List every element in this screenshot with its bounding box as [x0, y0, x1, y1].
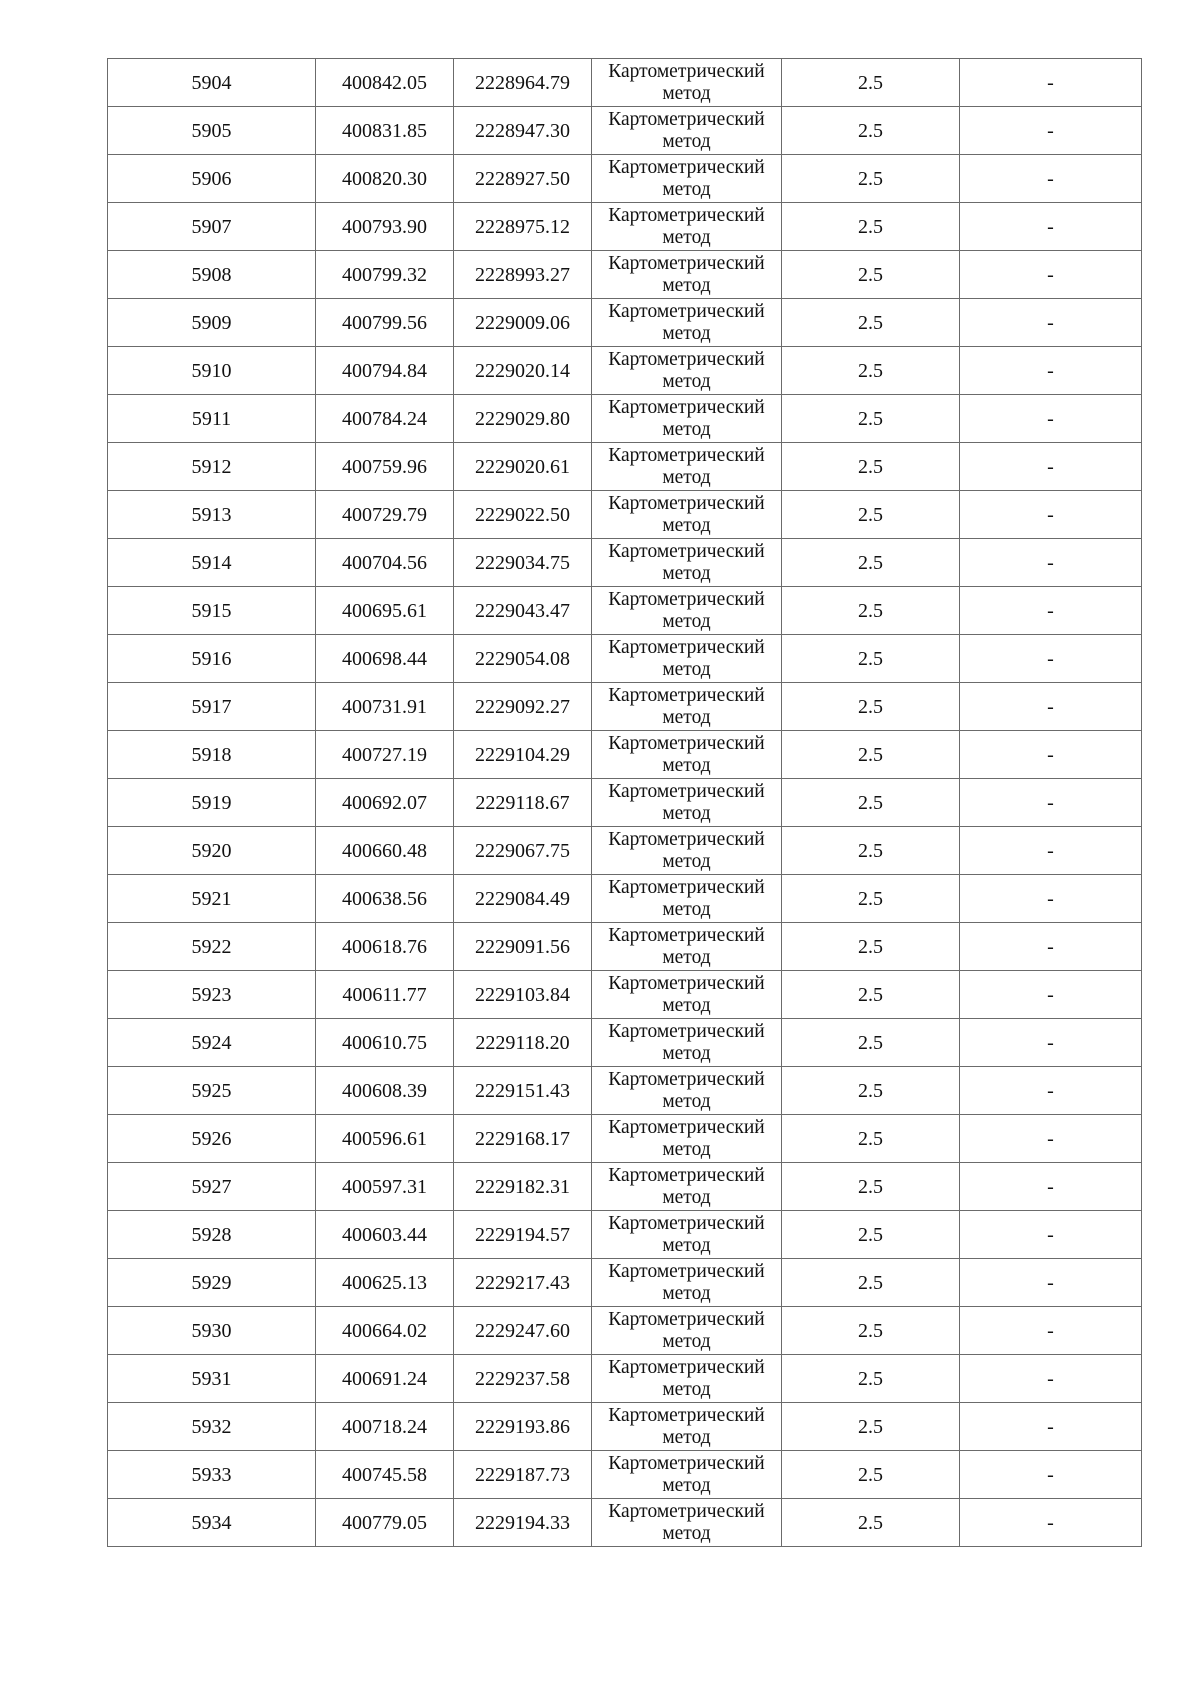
method-line-2: метод: [662, 467, 711, 488]
accuracy-cell: 2.5: [782, 59, 960, 107]
accuracy-cell: 2.5: [782, 971, 960, 1019]
y-coordinate-cell: 2228964.79: [454, 59, 592, 107]
method-line-1: Картометрический: [608, 1357, 765, 1378]
method-cell: [592, 635, 782, 683]
accuracy-cell: 2.5: [782, 683, 960, 731]
table-row: [108, 203, 1142, 251]
table-row: [108, 971, 1142, 1019]
accuracy-cell: 2.5: [782, 347, 960, 395]
accuracy-cell: 2.5: [782, 539, 960, 587]
note-cell: -: [960, 875, 1142, 923]
note-cell: -: [960, 251, 1142, 299]
method-line-1: Картометрический: [608, 925, 765, 946]
x-coordinate-cell: 400831.85: [316, 107, 454, 155]
table-row: [108, 1499, 1142, 1547]
method-line-1: Картометрический: [608, 541, 765, 562]
y-coordinate-cell: 2229194.57: [454, 1211, 592, 1259]
method-line-1: Картометрический: [608, 1453, 765, 1474]
coordinates-table: [107, 58, 1142, 1547]
table-row: [108, 683, 1142, 731]
table-row: [108, 251, 1142, 299]
table-row: [108, 1259, 1142, 1307]
y-coordinate-cell: 2229104.29: [454, 731, 592, 779]
accuracy-cell: 2.5: [782, 827, 960, 875]
method-line-1: Картометрический: [608, 253, 765, 274]
table-row: [108, 155, 1142, 203]
y-coordinate-cell: 2229020.14: [454, 347, 592, 395]
method-line-2: метод: [662, 1283, 711, 1304]
note-cell: -: [960, 683, 1142, 731]
x-coordinate-cell: 400691.24: [316, 1355, 454, 1403]
table-row: [108, 1451, 1142, 1499]
point-number-cell: 5929: [108, 1259, 316, 1307]
accuracy-cell: 2.5: [782, 635, 960, 683]
method-line-2: метод: [662, 563, 711, 584]
note-cell: -: [960, 923, 1142, 971]
method-line-1: Картометрический: [608, 1309, 765, 1330]
accuracy-cell: 2.5: [782, 155, 960, 203]
point-number-cell: 5926: [108, 1115, 316, 1163]
point-number-cell: 5916: [108, 635, 316, 683]
accuracy-cell: 2.5: [782, 1307, 960, 1355]
method-line-1: Картометрический: [608, 829, 765, 850]
x-coordinate-cell: 400597.31: [316, 1163, 454, 1211]
method-line-2: метод: [662, 1475, 711, 1496]
note-cell: -: [960, 107, 1142, 155]
point-number-cell: 5905: [108, 107, 316, 155]
x-coordinate-cell: 400625.13: [316, 1259, 454, 1307]
table-row: [108, 443, 1142, 491]
y-coordinate-cell: 2229084.49: [454, 875, 592, 923]
point-number-cell: 5923: [108, 971, 316, 1019]
point-number-cell: 5928: [108, 1211, 316, 1259]
point-number-cell: 5921: [108, 875, 316, 923]
accuracy-cell: 2.5: [782, 1355, 960, 1403]
note-cell: -: [960, 491, 1142, 539]
x-coordinate-cell: 400794.84: [316, 347, 454, 395]
x-coordinate-cell: 400698.44: [316, 635, 454, 683]
y-coordinate-cell: 2229151.43: [454, 1067, 592, 1115]
method-cell: [592, 155, 782, 203]
x-coordinate-cell: 400603.44: [316, 1211, 454, 1259]
note-cell: -: [960, 539, 1142, 587]
table-row: [108, 731, 1142, 779]
point-number-cell: 5918: [108, 731, 316, 779]
point-number-cell: 5931: [108, 1355, 316, 1403]
y-coordinate-cell: 2229168.17: [454, 1115, 592, 1163]
x-coordinate-cell: 400793.90: [316, 203, 454, 251]
x-coordinate-cell: 400608.39: [316, 1067, 454, 1115]
table-row: [108, 107, 1142, 155]
method-cell: [592, 299, 782, 347]
note-cell: -: [960, 779, 1142, 827]
method-cell: [592, 491, 782, 539]
accuracy-cell: 2.5: [782, 1115, 960, 1163]
x-coordinate-cell: 400820.30: [316, 155, 454, 203]
note-cell: -: [960, 1403, 1142, 1451]
coordinates-table-body: [108, 59, 1142, 1547]
y-coordinate-cell: 2229118.67: [454, 779, 592, 827]
note-cell: -: [960, 1019, 1142, 1067]
method-cell: [592, 1163, 782, 1211]
method-line-2: метод: [662, 1139, 711, 1160]
method-cell: [592, 875, 782, 923]
point-number-cell: 5934: [108, 1499, 316, 1547]
table-row: [108, 1067, 1142, 1115]
y-coordinate-cell: 2228927.50: [454, 155, 592, 203]
y-coordinate-cell: 2229103.84: [454, 971, 592, 1019]
table-row: [108, 827, 1142, 875]
method-line-2: метод: [662, 947, 711, 968]
note-cell: -: [960, 59, 1142, 107]
accuracy-cell: 2.5: [782, 491, 960, 539]
method-line-2: метод: [662, 899, 711, 920]
note-cell: -: [960, 635, 1142, 683]
table-row: [108, 923, 1142, 971]
method-cell: [592, 1355, 782, 1403]
point-number-cell: 5927: [108, 1163, 316, 1211]
accuracy-cell: 2.5: [782, 203, 960, 251]
method-line-2: метод: [662, 1091, 711, 1112]
x-coordinate-cell: 400799.56: [316, 299, 454, 347]
method-line-2: метод: [662, 659, 711, 680]
accuracy-cell: 2.5: [782, 107, 960, 155]
y-coordinate-cell: 2229054.08: [454, 635, 592, 683]
accuracy-cell: 2.5: [782, 299, 960, 347]
method-line-1: Картометрический: [608, 1213, 765, 1234]
note-cell: -: [960, 827, 1142, 875]
method-cell: [592, 107, 782, 155]
method-line-1: Картометрический: [608, 1405, 765, 1426]
y-coordinate-cell: 2229247.60: [454, 1307, 592, 1355]
x-coordinate-cell: 400695.61: [316, 587, 454, 635]
method-line-2: метод: [662, 1523, 711, 1544]
accuracy-cell: 2.5: [782, 875, 960, 923]
x-coordinate-cell: 400692.07: [316, 779, 454, 827]
method-line-2: метод: [662, 323, 711, 344]
y-coordinate-cell: 2229118.20: [454, 1019, 592, 1067]
method-line-1: Картометрический: [608, 61, 765, 82]
method-line-2: метод: [662, 1043, 711, 1064]
method-cell: [592, 1115, 782, 1163]
table-row: [108, 779, 1142, 827]
table-row: [108, 347, 1142, 395]
method-cell: [592, 347, 782, 395]
y-coordinate-cell: 2229193.86: [454, 1403, 592, 1451]
x-coordinate-cell: 400660.48: [316, 827, 454, 875]
method-cell: [592, 1499, 782, 1547]
note-cell: -: [960, 1067, 1142, 1115]
y-coordinate-cell: 2229034.75: [454, 539, 592, 587]
method-cell: [592, 731, 782, 779]
accuracy-cell: 2.5: [782, 251, 960, 299]
x-coordinate-cell: 400664.02: [316, 1307, 454, 1355]
table-row: [108, 299, 1142, 347]
method-line-1: Картометрический: [608, 1117, 765, 1138]
note-cell: -: [960, 1211, 1142, 1259]
table-row: [108, 1163, 1142, 1211]
method-line-2: метод: [662, 1235, 711, 1256]
method-line-2: метод: [662, 227, 711, 248]
point-number-cell: 5910: [108, 347, 316, 395]
x-coordinate-cell: 400611.77: [316, 971, 454, 1019]
method-line-2: метод: [662, 995, 711, 1016]
point-number-cell: 5924: [108, 1019, 316, 1067]
method-line-1: Картометрический: [608, 685, 765, 706]
method-line-1: Картометрический: [608, 973, 765, 994]
x-coordinate-cell: 400745.58: [316, 1451, 454, 1499]
y-coordinate-cell: 2229092.27: [454, 683, 592, 731]
accuracy-cell: 2.5: [782, 1403, 960, 1451]
point-number-cell: 5909: [108, 299, 316, 347]
point-number-cell: 5920: [108, 827, 316, 875]
y-coordinate-cell: 2229029.80: [454, 395, 592, 443]
x-coordinate-cell: 400842.05: [316, 59, 454, 107]
x-coordinate-cell: 400799.32: [316, 251, 454, 299]
accuracy-cell: 2.5: [782, 1499, 960, 1547]
y-coordinate-cell: 2228947.30: [454, 107, 592, 155]
note-cell: -: [960, 1115, 1142, 1163]
point-number-cell: 5932: [108, 1403, 316, 1451]
y-coordinate-cell: 2229067.75: [454, 827, 592, 875]
table-row: [108, 587, 1142, 635]
note-cell: -: [960, 443, 1142, 491]
method-line-1: Картометрический: [608, 205, 765, 226]
y-coordinate-cell: 2229022.50: [454, 491, 592, 539]
point-number-cell: 5915: [108, 587, 316, 635]
y-coordinate-cell: 2229217.43: [454, 1259, 592, 1307]
method-line-1: Картометрический: [608, 1069, 765, 1090]
y-coordinate-cell: 2229043.47: [454, 587, 592, 635]
method-line-2: метод: [662, 1331, 711, 1352]
point-number-cell: 5908: [108, 251, 316, 299]
note-cell: -: [960, 1499, 1142, 1547]
method-line-1: Картометрический: [608, 109, 765, 130]
method-cell: [592, 683, 782, 731]
method-line-1: Картометрический: [608, 397, 765, 418]
method-line-2: метод: [662, 803, 711, 824]
note-cell: -: [960, 155, 1142, 203]
point-number-cell: 5906: [108, 155, 316, 203]
note-cell: -: [960, 971, 1142, 1019]
method-cell: [592, 1451, 782, 1499]
method-cell: [592, 443, 782, 491]
x-coordinate-cell: 400731.91: [316, 683, 454, 731]
note-cell: -: [960, 395, 1142, 443]
method-line-2: метод: [662, 611, 711, 632]
x-coordinate-cell: 400704.56: [316, 539, 454, 587]
method-line-2: метод: [662, 755, 711, 776]
note-cell: -: [960, 1451, 1142, 1499]
method-line-2: метод: [662, 371, 711, 392]
method-cell: [592, 1307, 782, 1355]
accuracy-cell: 2.5: [782, 395, 960, 443]
note-cell: -: [960, 347, 1142, 395]
method-line-1: Картометрический: [608, 157, 765, 178]
table-row: [108, 491, 1142, 539]
method-line-2: метод: [662, 83, 711, 104]
method-line-2: метод: [662, 1187, 711, 1208]
method-line-1: Картометрический: [608, 877, 765, 898]
accuracy-cell: 2.5: [782, 443, 960, 491]
method-cell: [592, 539, 782, 587]
accuracy-cell: 2.5: [782, 1211, 960, 1259]
x-coordinate-cell: 400759.96: [316, 443, 454, 491]
method-cell: [592, 1019, 782, 1067]
accuracy-cell: 2.5: [782, 1067, 960, 1115]
y-coordinate-cell: 2228993.27: [454, 251, 592, 299]
y-coordinate-cell: 2228975.12: [454, 203, 592, 251]
y-coordinate-cell: 2229182.31: [454, 1163, 592, 1211]
point-number-cell: 5912: [108, 443, 316, 491]
point-number-cell: 5904: [108, 59, 316, 107]
method-cell: [592, 971, 782, 1019]
method-line-2: метод: [662, 1427, 711, 1448]
table-row: [108, 395, 1142, 443]
point-number-cell: 5913: [108, 491, 316, 539]
y-coordinate-cell: 2229194.33: [454, 1499, 592, 1547]
x-coordinate-cell: 400618.76: [316, 923, 454, 971]
method-cell: [592, 1067, 782, 1115]
accuracy-cell: 2.5: [782, 587, 960, 635]
note-cell: -: [960, 587, 1142, 635]
point-number-cell: 5907: [108, 203, 316, 251]
point-number-cell: 5911: [108, 395, 316, 443]
table-row: [108, 539, 1142, 587]
accuracy-cell: 2.5: [782, 1451, 960, 1499]
method-line-2: метод: [662, 419, 711, 440]
note-cell: -: [960, 299, 1142, 347]
method-cell: [592, 827, 782, 875]
accuracy-cell: 2.5: [782, 1019, 960, 1067]
table-row: [108, 1115, 1142, 1163]
note-cell: -: [960, 203, 1142, 251]
accuracy-cell: 2.5: [782, 923, 960, 971]
method-cell: [592, 1259, 782, 1307]
method-line-2: метод: [662, 851, 711, 872]
point-number-cell: 5922: [108, 923, 316, 971]
x-coordinate-cell: 400596.61: [316, 1115, 454, 1163]
method-cell: [592, 1403, 782, 1451]
note-cell: -: [960, 1355, 1142, 1403]
method-line-2: метод: [662, 707, 711, 728]
x-coordinate-cell: 400718.24: [316, 1403, 454, 1451]
x-coordinate-cell: 400727.19: [316, 731, 454, 779]
method-line-2: метод: [662, 515, 711, 536]
method-line-1: Картометрический: [608, 781, 765, 802]
note-cell: -: [960, 731, 1142, 779]
method-cell: [592, 395, 782, 443]
table-row: [108, 1211, 1142, 1259]
method-line-1: Картометрический: [608, 445, 765, 466]
accuracy-cell: 2.5: [782, 1259, 960, 1307]
x-coordinate-cell: 400784.24: [316, 395, 454, 443]
method-line-1: Картометрический: [608, 733, 765, 754]
table-row: [108, 1019, 1142, 1067]
method-line-1: Картометрический: [608, 493, 765, 514]
method-cell: [592, 779, 782, 827]
y-coordinate-cell: 2229187.73: [454, 1451, 592, 1499]
accuracy-cell: 2.5: [782, 779, 960, 827]
method-line-1: Картометрический: [608, 349, 765, 370]
method-cell: [592, 923, 782, 971]
method-line-2: метод: [662, 179, 711, 200]
method-cell: [592, 1211, 782, 1259]
method-cell: [592, 59, 782, 107]
point-number-cell: 5919: [108, 779, 316, 827]
accuracy-cell: 2.5: [782, 1163, 960, 1211]
note-cell: -: [960, 1259, 1142, 1307]
note-cell: -: [960, 1163, 1142, 1211]
method-line-1: Картометрический: [608, 301, 765, 322]
table-row: [108, 1307, 1142, 1355]
table-row: [108, 59, 1142, 107]
method-line-2: метод: [662, 131, 711, 152]
point-number-cell: 5933: [108, 1451, 316, 1499]
method-line-2: метод: [662, 1379, 711, 1400]
method-line-1: Картометрический: [608, 1261, 765, 1282]
point-number-cell: 5917: [108, 683, 316, 731]
x-coordinate-cell: 400779.05: [316, 1499, 454, 1547]
accuracy-cell: 2.5: [782, 731, 960, 779]
point-number-cell: 5914: [108, 539, 316, 587]
method-line-1: Картометрический: [608, 1021, 765, 1042]
x-coordinate-cell: 400610.75: [316, 1019, 454, 1067]
method-line-1: Картометрический: [608, 589, 765, 610]
table-row: [108, 1355, 1142, 1403]
point-number-cell: 5925: [108, 1067, 316, 1115]
note-cell: -: [960, 1307, 1142, 1355]
x-coordinate-cell: 400638.56: [316, 875, 454, 923]
table-row: [108, 1403, 1142, 1451]
method-line-1: Картометрический: [608, 1165, 765, 1186]
method-cell: [592, 203, 782, 251]
method-line-1: Картометрический: [608, 1501, 765, 1522]
point-number-cell: 5930: [108, 1307, 316, 1355]
method-line-1: Картометрический: [608, 637, 765, 658]
y-coordinate-cell: 2229020.61: [454, 443, 592, 491]
x-coordinate-cell: 400729.79: [316, 491, 454, 539]
method-line-2: метод: [662, 275, 711, 296]
method-cell: [592, 251, 782, 299]
y-coordinate-cell: 2229091.56: [454, 923, 592, 971]
method-cell: [592, 587, 782, 635]
y-coordinate-cell: 2229237.58: [454, 1355, 592, 1403]
table-row: [108, 875, 1142, 923]
table-row: [108, 635, 1142, 683]
y-coordinate-cell: 2229009.06: [454, 299, 592, 347]
